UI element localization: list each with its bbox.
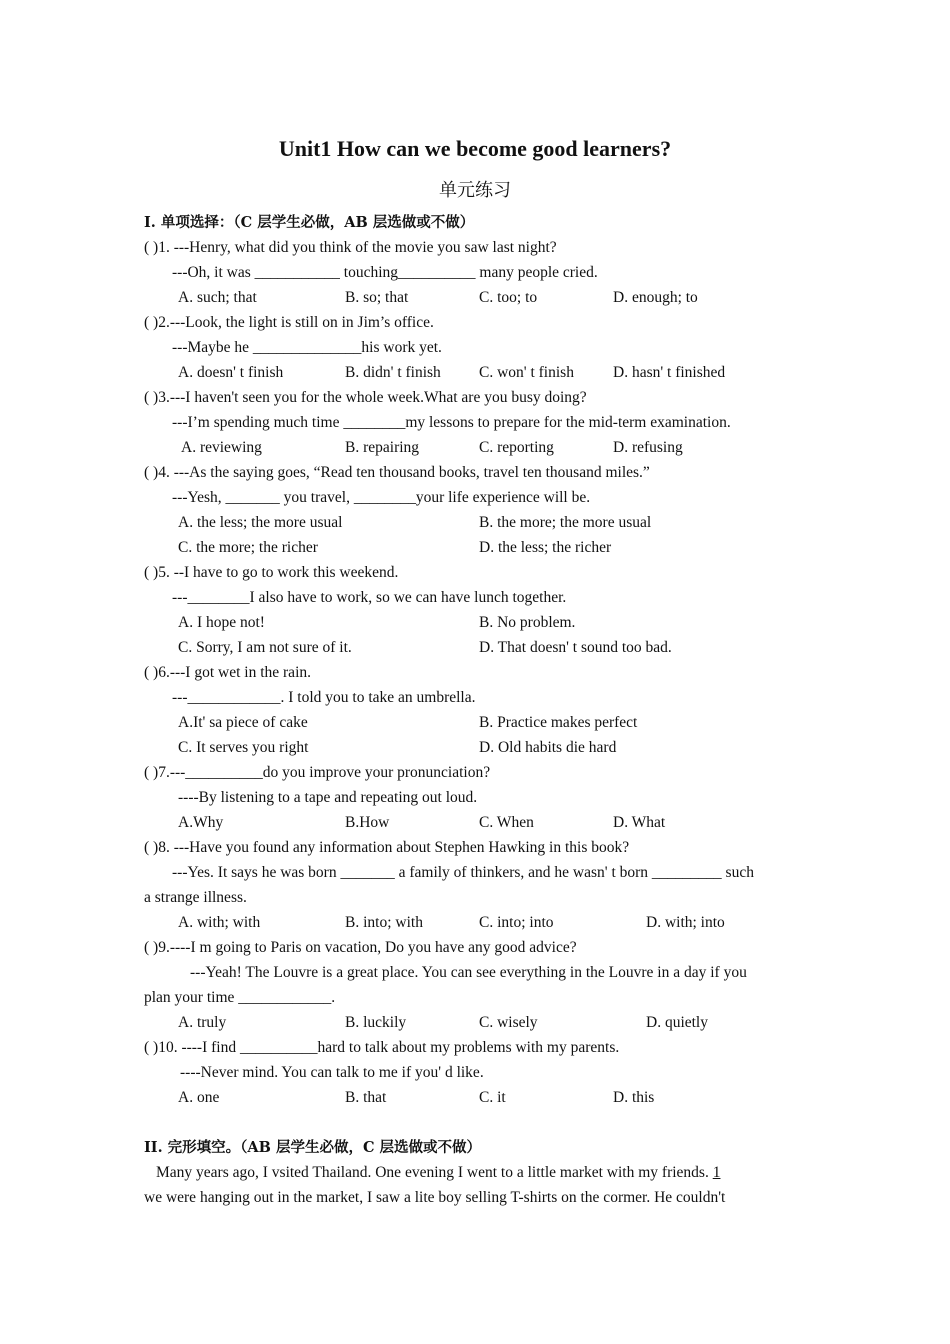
q2-option-d: D. hasn' t finished [613,364,726,381]
q7-line2: ----By listening to a tape and repeating out loud. [178,789,478,806]
q3-line2: ---I’m spending much time ________my lessons to prepare for the mid-term examination. [172,414,731,431]
q6-option-b: B. Practice makes perfect [479,714,638,731]
q8-line2: ---Yes. It says he was born _______ a family of thinkers, and he wasn' t born _________ such [172,864,754,881]
exercise-content [144,210,806,1210]
q1-option-b: B. so; that [345,289,409,306]
q5-options-row1 [144,610,806,635]
q5-options-row2 [144,635,806,660]
q9-options [144,1010,806,1035]
q3-options [144,435,806,460]
q7-option-b: B.How [345,814,390,831]
section1-heading: I. 单项选择：（C 层学生必做，AB 层选做或不做） [144,214,475,231]
q3-stem: ( )3.---I haven't seen you for the whole week.What are you busy doing? [144,389,587,406]
page-title: Unit1 How can we become good learners? [278,136,672,161]
q10-stem: ( )10. ----I find __________hard to talk about my problems with my parents. [144,1039,620,1056]
q2-options [144,360,806,385]
q6-line2: ---____________. I told you to take an umbrella. [172,689,476,706]
q7-option-c: C. When [479,814,534,831]
q1-options [144,285,806,310]
q4-option-c: C. the more; the richer [178,539,318,556]
q1-option-a: A. such; that [178,289,257,306]
q2-option-c: C. won' t finish [479,364,574,381]
q1-line2: ---Oh, it was ___________ touching__________ many people cried. [172,264,598,281]
section-gap [144,1110,806,1135]
q4-stem: ( )4. ---As the saying goes, “Read ten thousand books, travel ten thousand miles.” [144,464,650,481]
q3-option-a: A. reviewing [181,439,262,456]
q5-line2: ---________I also have to work, so we can have lunch together. [172,589,567,606]
q7-option-d: D. What [613,814,666,831]
q7-stem: ( )7.---__________do you improve your pronunciation? [144,764,491,781]
q6-options-row1 [144,710,806,735]
q2-option-a: A. doesn' t finish [178,364,284,381]
q8-line3: a strange illness. [144,889,247,906]
q1-option-d: D. enough; to [613,289,698,306]
q8-options [144,910,806,935]
q6-option-a: A.It' sa piece of cake [178,714,308,731]
q4-options-row1 [144,510,806,535]
q10-option-b: B. that [345,1089,387,1106]
q9-stem: ( )9.----I m going to Paris on vacation, Do you have any good advice? [144,939,577,956]
q7-options [144,810,806,835]
q10-line2: ----Never mind. You can talk to me if you' d like. [180,1064,484,1081]
q5-stem: ( )5. --I have to go to work this weekend. [144,564,399,581]
q9-option-c: C. wisely [479,1014,538,1031]
q9-line2: ---Yeah! The Louvre is a great place. You can see everything in the Louvre in a day if you [190,964,747,981]
q6-options-row2 [144,735,806,760]
cloze-line1-text: Many years ago, I vsited Thailand. One evening I went to a little market with my friends. [156,1164,713,1181]
q5-option-b: B. No problem. [479,614,576,631]
q10-option-c: C. it [479,1089,506,1106]
q6-stem: ( )6.---I got wet in the rain. [144,664,311,681]
q3-option-c: C. reporting [479,439,554,456]
q8-stem: ( )8. ---Have you found any information about Stephen Hawking in this book? [144,839,630,856]
q3-option-d: D. refusing [613,439,683,456]
q8-option-c: C. into; into [479,914,554,931]
q4-option-b: B. the more; the more usual [479,514,652,531]
q7-option-a: A.Why [178,814,224,831]
q10-option-d: D. this [613,1089,655,1106]
cloze-line1 [144,1160,806,1185]
q3-option-b: B. repairing [345,439,420,456]
q10-option-a: A. one [178,1089,220,1106]
q5-option-a: A. I hope not! [178,614,265,631]
q2-option-b: B. didn' t finish [345,364,441,381]
q5-option-d: D. That doesn' t sound too bad. [479,639,672,656]
q9-line3: plan your time ____________. [144,989,336,1006]
q9-option-b: B. luckily [345,1014,407,1031]
q2-line2: ---Maybe he ______________his work yet. [172,339,442,356]
q6-option-d: D. Old habits die hard [479,739,617,756]
page-subtitle: 单元练习 [439,180,511,201]
q8-option-b: B. into; with [345,914,423,931]
q4-options-row2 [144,535,806,560]
q8-option-a: A. with; with [178,914,261,931]
q2-stem: ( )2.---Look, the light is still on in Jim’s office. [144,314,434,331]
cloze-blank-1: 1 [712,1164,721,1181]
q1-stem: ( )1. ---Henry, what did you think of the movie you saw last night? [144,239,557,256]
q6-option-c: C. It serves you right [178,739,309,756]
q4-option-d: D. the less; the richer [479,539,612,556]
q9-option-d: D. quietly [646,1014,708,1031]
q4-line2: ---Yesh, _______ you travel, ________your life experience will be. [172,489,591,506]
q5-option-c: C. Sorry, I am not sure of it. [178,639,352,656]
q4-option-a: A. the less; the more usual [178,514,343,531]
q1-option-c: C. too; to [479,289,538,306]
q9-option-a: A. truly [178,1014,227,1031]
q10-options [144,1085,806,1110]
cloze-line2: we were hanging out in the market, I saw a lite boy selling T-shirts on the cormer. He couldn't [144,1189,726,1206]
q8-option-d: D. with; into [646,914,725,931]
section2-heading: II. 完形填空。（AB 层学生必做，C 层选做或不做） [144,1139,482,1156]
